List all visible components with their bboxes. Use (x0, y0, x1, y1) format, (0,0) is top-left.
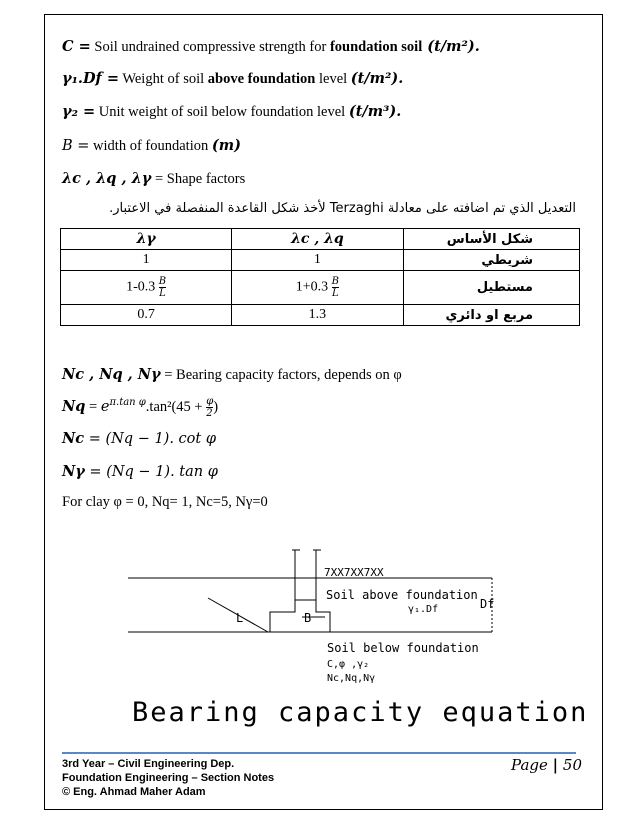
header-foundation-shape: شكل الأساس (403, 229, 579, 250)
bearing-factors-definition: Nc , Nq , Nγ = Bearing capacity factors, depends on φ (62, 366, 402, 383)
page-label: Page (511, 756, 548, 774)
diagram-label-below-params2: Nc,Nq,Nγ (327, 673, 376, 684)
clay-values: For clay φ = 0, Nq= 1, Nc=5, Nγ=0 (62, 494, 268, 510)
page-separator: | (552, 756, 559, 774)
shape-factor-table (60, 228, 580, 326)
definition-b: B = width of foundation (m) (62, 137, 241, 154)
diagram-label-l: L (236, 611, 244, 625)
equation-nq: $Nq = e^{\pi.tan \varphi}.\tan^2(45$ + $\frac{\varphi}{2}$ ) (62, 396, 219, 419)
cell-value: 1+0.3 $\frac{B}{L}$ (232, 271, 403, 305)
footer-line-3: © Eng. Ahmad Maher Adam (62, 786, 206, 798)
definition-gamma2: γ₂ = Unit weight of soil below foundation level (t/m³). (62, 103, 402, 120)
cell-value: 1-0.3 $\frac{B}{L}$ (61, 271, 232, 305)
foundation-diagram (120, 540, 520, 720)
cell-shape: شريطي (403, 250, 579, 271)
diagram-label-b: B (304, 611, 312, 625)
table-row (61, 250, 580, 271)
cell-value: 1 (61, 250, 232, 271)
footer-line-2: Foundation Engineering – Section Notes (62, 772, 275, 784)
cell-shape: مستطيل (403, 271, 579, 305)
cell-value: 0.7 (61, 305, 232, 326)
arabic-note: التعديل الذي تم اضافته على معادلة Terzaghi لأخذ شكل القاعدة المنفصلة في الاعتبار. (109, 201, 576, 216)
diagram-hatch: 7XX7XX7XX (324, 566, 384, 579)
figure-caption: Bearing capacity equation (132, 697, 589, 728)
page-num: 50 (562, 756, 582, 774)
equation-ngamma: Nγ = (Nq − 1). tan φ (62, 463, 218, 480)
footer-rule (62, 752, 576, 754)
header-lambda-gamma: λγ (61, 229, 232, 250)
diagram-label-below-params1: C,φ ,γ₂ (327, 659, 370, 670)
table-row (61, 305, 580, 326)
table-header-row (61, 229, 580, 250)
definition-shape-factors: λc , λq , λγ = Shape factors (62, 170, 246, 187)
cell-value: 1 (232, 250, 403, 271)
cell-shape: مربع او دائري (403, 305, 579, 326)
diagram-label-above-params: γ₁.Df (408, 604, 439, 615)
diagram-label-df: Df (480, 597, 495, 611)
table-row (61, 271, 580, 305)
diagram-label-below: Soil below foundation (327, 641, 479, 655)
header-lambda-c-q: λc , λq (232, 229, 403, 250)
equation-nc: Nc = (Nq − 1). cot φ (62, 430, 216, 447)
footer-line-1: 3rd Year – Civil Engineering Dep. (62, 758, 235, 770)
diagram-label-above: Soil above foundation (326, 588, 478, 602)
page-number (511, 756, 582, 774)
cell-value: 1.3 (232, 305, 403, 326)
definition-c: C = Soil undrained compressive strength for foundation soil (t/m²). (62, 38, 480, 55)
definition-gamma1: γ₁.Df = Weight of soil above foundation level (t/m²). (62, 70, 404, 87)
